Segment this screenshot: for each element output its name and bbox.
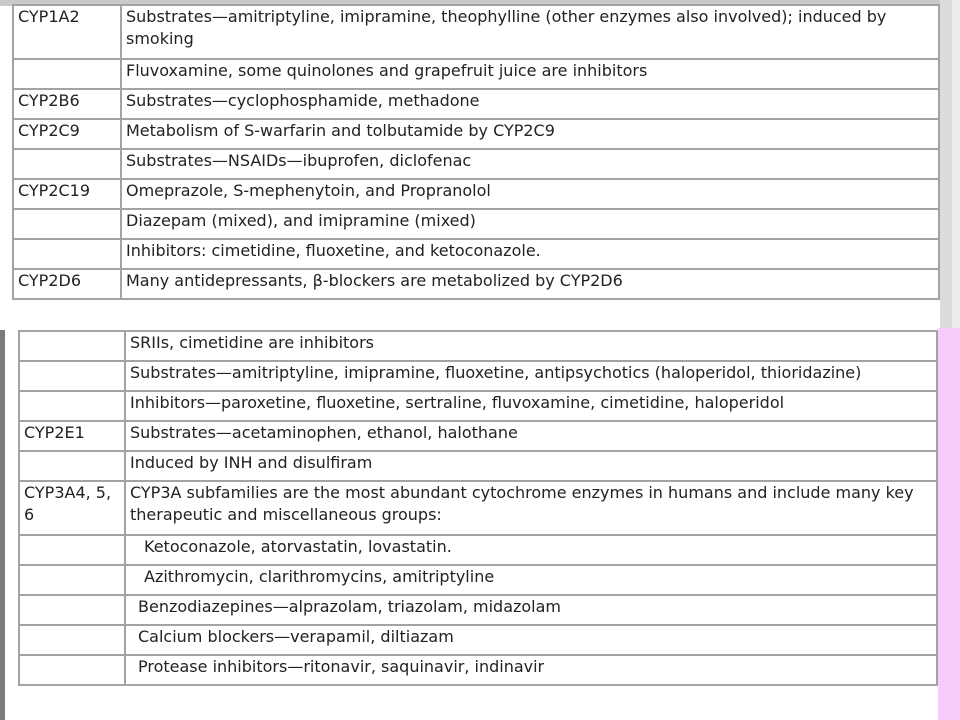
description-cell: Omeprazole, S-mephenytoin, and Propranolol (121, 179, 939, 209)
enzyme-cell: CYP2C9 (13, 119, 121, 149)
left-edge-bar (0, 330, 5, 720)
table-row (13, 89, 939, 119)
enzyme-cell (19, 451, 125, 481)
description-cell: Diazepam (mixed), and imipramine (mixed) (121, 209, 939, 239)
enzyme-cell: CYP1A2 (13, 5, 121, 59)
description-cell: Benzodiazepines—alprazolam, triazolam, midazolam (125, 595, 937, 625)
table-row (19, 565, 937, 595)
table-row (13, 59, 939, 89)
description-cell: Substrates—amitriptyline, imipramine, theophylline (other enzymes also involved); induced by smoking (121, 5, 939, 59)
enzyme-cell (19, 331, 125, 361)
table-row (19, 331, 937, 361)
enzyme-cell: CYP2E1 (19, 421, 125, 451)
description-cell: Azithromycin, clarithromycins, amitriptyline (125, 565, 937, 595)
description-cell: Induced by INH and disulfiram (125, 451, 937, 481)
table-row (13, 5, 939, 59)
table-row (19, 391, 937, 421)
right-scrollbar-edge (952, 0, 960, 330)
enzyme-cell (19, 361, 125, 391)
table-row (13, 269, 939, 299)
description-cell: Substrates—amitriptyline, imipramine, fluoxetine, antipsychotics (haloperidol, thioridazine) (125, 361, 937, 391)
enzyme-cell: CYP2C19 (13, 179, 121, 209)
enzyme-cell: CYP2B6 (13, 89, 121, 119)
table-row (13, 149, 939, 179)
table-row (19, 481, 937, 535)
table-row (19, 595, 937, 625)
description-cell: SRIIs, cimetidine are inhibitors (125, 331, 937, 361)
description-cell: Protease inhibitors—ritonavir, saquinavir, indinavir (125, 655, 937, 685)
enzyme-cell (13, 59, 121, 89)
table-row (13, 119, 939, 149)
enzyme-cell (13, 239, 121, 269)
description-cell: Many antidepressants, β-blockers are metabolized by CYP2D6 (121, 269, 939, 299)
description-cell: Inhibitors—paroxetine, fluoxetine, sertraline, fluvoxamine, cimetidine, haloperidol (125, 391, 937, 421)
right-pink-margin (938, 328, 960, 720)
enzyme-cell (13, 209, 121, 239)
table-row (13, 209, 939, 239)
table-row (19, 655, 937, 685)
cyp-enzyme-table-top (12, 4, 940, 300)
enzyme-cell: CYP3A4, 5, 6 (19, 481, 125, 535)
enzyme-cell (19, 655, 125, 685)
description-cell: Fluvoxamine, some quinolones and grapefruit juice are inhibitors (121, 59, 939, 89)
table-row (19, 361, 937, 391)
description-cell: Substrates—NSAIDs—ibuprofen, diclofenac (121, 149, 939, 179)
description-cell: Substrates—acetaminophen, ethanol, halothane (125, 421, 937, 451)
description-cell: Metabolism of S-warfarin and tolbutamide by CYP2C9 (121, 119, 939, 149)
table-row (19, 535, 937, 565)
enzyme-cell (19, 595, 125, 625)
table-row (13, 239, 939, 269)
table-row (13, 179, 939, 209)
enzyme-cell (19, 565, 125, 595)
enzyme-cell (19, 391, 125, 421)
enzyme-cell (13, 149, 121, 179)
enzyme-cell: CYP2D6 (13, 269, 121, 299)
enzyme-cell (19, 625, 125, 655)
description-cell: Calcium blockers—verapamil, diltiazam (125, 625, 937, 655)
description-cell: Substrates—cyclophosphamide, methadone (121, 89, 939, 119)
table-row (19, 625, 937, 655)
description-cell: CYP3A subfamilies are the most abundant cytochrome enzymes in humans and include many key therapeutic and miscellaneous groups: (125, 481, 937, 535)
table-row (19, 451, 937, 481)
enzyme-cell (19, 535, 125, 565)
description-cell: Inhibitors: cimetidine, fluoxetine, and ketoconazole. (121, 239, 939, 269)
description-cell: Ketoconazole, atorvastatin, lovastatin. (125, 535, 937, 565)
cyp-enzyme-table-bottom (18, 330, 938, 686)
table-row (19, 421, 937, 451)
